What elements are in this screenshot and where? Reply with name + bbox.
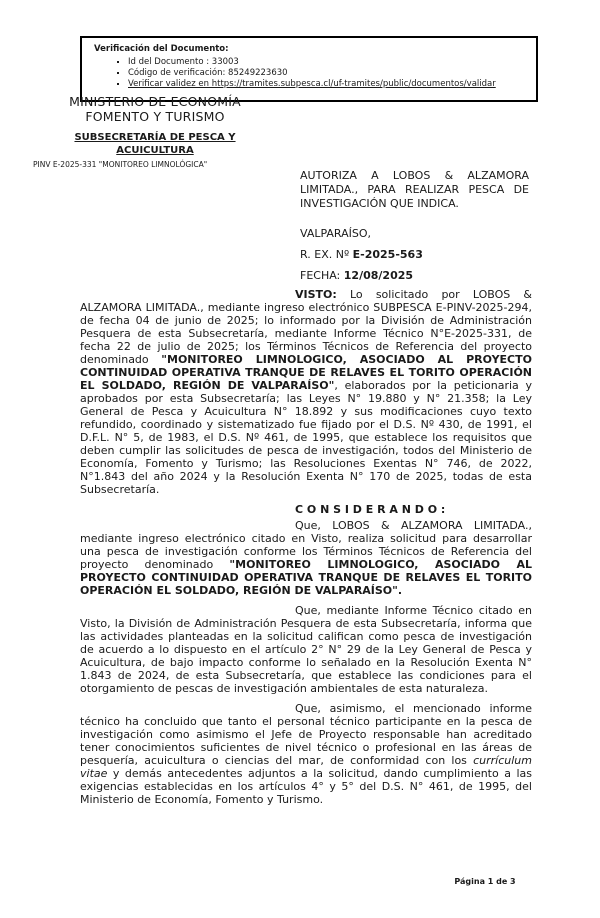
ministry-line1: MINISTERIO DE ECONOMÍA	[69, 94, 241, 109]
page-number: Página 1 de 3	[454, 877, 516, 886]
considerando-1-text: Que, LOBOS & ALZAMORA LIMITADA., mediante ingreso electrónico citado en Visto, realiza solicitud para desarrollar una pesca de investigación conforme los Términos Técnicos de Referencia del proyecto denominado	[80, 519, 532, 571]
visto-project-name: "MONITOREO LIMNOLOGICO, ASOCIADO AL PROYECTO CONTINUIDAD OPERATIVA TRANQUE DE RELAVES EL TORITO OPERACIÓN EL SOLDADO, REGIÓN DE VALPARAÍSO"	[80, 353, 532, 392]
date-label: FECHA:	[300, 269, 344, 282]
resolution-body	[80, 288, 532, 806]
considerando-3-text-1: Que, asimismo, el mencionado informe técnico ha concluido que tanto el personal técnico participante en la pesca de investigación como asimismo el Jefe de Proyecto responsable han acreditado tener conocimientos suficientes de nivel técnico o profesional en las áreas de pesquería, acuicultura o ciencias del mar, de conformidad con los	[80, 702, 532, 767]
verification-item-code: ▪ Código de verificación: 85249223630	[128, 68, 532, 79]
considerando-paragraph-1	[80, 519, 532, 597]
considerando-paragraph-2: Que, mediante Informe Técnico citado en Visto, la División de Administración Pesquera de esta Subsecretaría, informa que las actividades planteadas en la solicitud califican como pesca de investigación de acuerdo a lo dispuesto en el artículo 2° N° 29 de la Ley General de Pesca y Acuicultura, de bajo impacto conforme lo señalado en la Resolución Exenta N° 1.843 de 2024, de esta Subsecretaría, que establece las condiciones para el otorgamiento de pescas de investigación ambientales de esta naturaleza.	[80, 604, 532, 695]
considerando-1-project-name: "MONITOREO LIMNOLOGICO, ASOCIADO AL PROYECTO CONTINUIDAD OPERATIVA TRANQUE DE RELAVES EL TORITO OPERACIÓN EL SOLDADO, REGIÓN DE VALPARAÍSO".	[80, 558, 532, 597]
considerando-3-curriculum-vitae: currículum vitae	[80, 754, 532, 780]
verification-list	[94, 57, 532, 90]
visto-paragraph	[80, 288, 532, 496]
ministry-line2: FOMENTO Y TURISMO	[85, 108, 225, 124]
subsecretaria-header	[38, 131, 272, 157]
ministry-header	[38, 95, 272, 124]
verification-box	[80, 36, 538, 102]
project-reference: PINV E-2025-331 "MONITOREO LIMNOLÓGICA"	[33, 160, 208, 169]
rex-label: R. EX. Nº	[300, 248, 353, 261]
considerando-3-text-2: y demás antecedentes adjuntos a la solicitud, dando cumplimiento a las exigencias establecidas en los artículos 4° y 5° del D.S. N° 461, de 1995, del Ministerio de Economía, Fomento y Turismo.	[80, 767, 532, 806]
rex-number: E-2025-563	[352, 248, 423, 261]
verification-validate-link[interactable]: ▪ Verificar validez en https://tramites.subpesca.cl/uf-tramites/public/documentos/validar	[128, 79, 532, 90]
visto-text-1: Lo solicitado por LOBOS & ALZAMORA LIMITADA., mediante ingreso electrónico SUBPESCA E-PINV-2025-294, de fecha 04 de junio de 2025; lo informado por la División de Administración Pesquera de esta Subsecretaría, mediante Informe Técnico N°E-2025-331, de fecha 22 de julio de 2025; los Términos Técnicos de Referencia del proyecto denominado	[80, 288, 532, 366]
resolution-subject: AUTORIZA A LOBOS & ALZAMORA LIMITADA., PARA REALIZAR PESCA DE INVESTIGACIÓN QUE INDICA.	[300, 169, 529, 210]
considerando-heading: C O N S I D E R A N D O :	[295, 503, 446, 516]
resolution-number-line	[300, 248, 423, 261]
visto-text-2: , elaborados por la peticionaria y aprobados por esta Subsecretaría; las Leyes N° 19.880 y N° 21.358; la Ley General de Pesca y Acuicultura N° 18.892 y sus modificaciones cuyo texto refundido, coordinado y sistematizado fue fijado por el D.S. Nº 430, de 1991, el D.F.L. N° 5, de 1983, el D.S. Nº 461, de 1995, que establece los requisitos que deben cumplir las solicitudes de pesca de investigación, todos del Ministerio de Economía, Fomento y Turismo; las Resoluciones Exentas N° 746, de 2022, N°1.843 del año 2024 y la Resolución Exenta N° 170 de 2025, todas de esta Subsecretaría.	[80, 379, 532, 496]
subsecretaria-line1: SUBSECRETARÍA DE PESCA Y	[74, 132, 236, 143]
considerando-paragraph-3	[80, 702, 532, 806]
resolution-date-line	[300, 269, 413, 282]
resolution-city: VALPARAÍSO,	[300, 227, 372, 240]
verification-title: Verificación del Documento:	[94, 44, 229, 54]
verification-item-id: ▪ Id del Documento : 33003	[128, 57, 532, 68]
subsecretaria-line2: ACUICULTURA	[116, 145, 194, 156]
date-value: 12/08/2025	[343, 269, 414, 282]
visto-label: VISTO:	[295, 288, 337, 301]
